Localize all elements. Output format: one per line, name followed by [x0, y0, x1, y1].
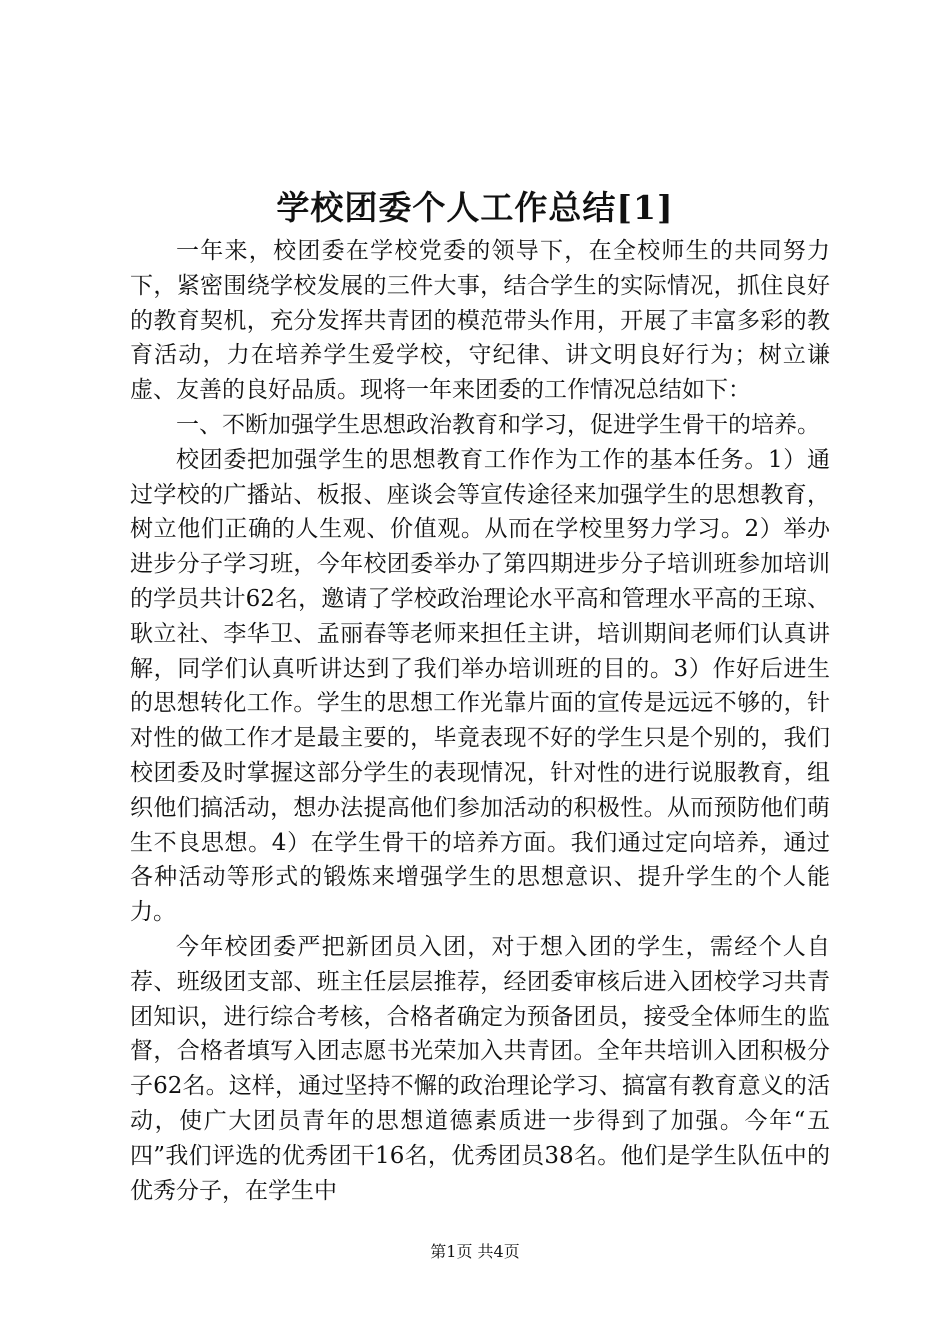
document-body — [130, 234, 830, 1208]
page-footer: 第1页 共4页 — [430, 1242, 520, 1261]
document-title: 学校团委个人工作总结[1] — [276, 188, 674, 227]
paragraph-ideological-education: 校团委把加强学生的思想教育工作作为工作的基本任务。1）通过学校的广播站、板报、座谈会等宣传途径来加强学生的思想教育，树立他们正确的人生观、价值观。从而在学校里努力学习。2）举办进步分子学习班，今年校团委举办了第四期进步分子培训班参加培训的学员共计62名，邀请了学校政治理论水平高和管理水平高的王琼、耿立社、李华卫、孟丽春等老师来担任主讲，培训期间老师们认真讲解，同学们认真听讲达到了我们举办培训班的目的。3）作好后进生的思想转化工作。学生的思想工作光靠片面的宣传是远远不够的，针对性的做工作才是最主要的，毕竟表现不好的学生只是个别的，我们校团委及时掌握这部分学生的表现情况，针对性的进行说服教育，组织他们搞活动，想办法提高他们参加活动的积极性。从而预防他们萌生不良思想。4）在学生骨干的培养方面。我们通过定向培养，通过各种活动等形式的锻炼来增强学生的思想意识、提升学生的个人能力。 — [130, 446, 830, 926]
paragraph-new-members: 今年校团委严把新团员入团，对于想入团的学生，需经个人自荐、班级团支部、班主任层层推荐，经团委审核后进入团校学习共青团知识，进行综合考核，合格者确定为预备团员，接受全体师生的监督，合格者填写入团志愿书光荣加入共青团。全年共培训入团积极分子62名。这样，通过坚持不懈的政治理论学习、搞富有教育意义的活动，使广大团员青年的思想道德素质进一步得到了加强。今年“五四”我们评选的优秀团干16名，优秀团员38名。他们是学生队伍中的优秀分子，在学生中 — [130, 933, 830, 1204]
section-heading-1: 一、不断加强学生思想政治教育和学习，促进学生骨干的培养。 — [176, 411, 820, 438]
paragraph-intro: 一年来，校团委在学校党委的领导下，在全校师生的共同努力下，紧密围绕学校发展的三件大事，结合学生的实际情况，抓住良好的教育契机，充分发挥共青团的模范带头作用，开展了丰富多彩的教育活动，力在培养学生爱学校，守纪律、讲文明良好行为；树立谦虚、友善的良好品质。现将一年来团委的工作情况总结如下： — [130, 238, 830, 404]
